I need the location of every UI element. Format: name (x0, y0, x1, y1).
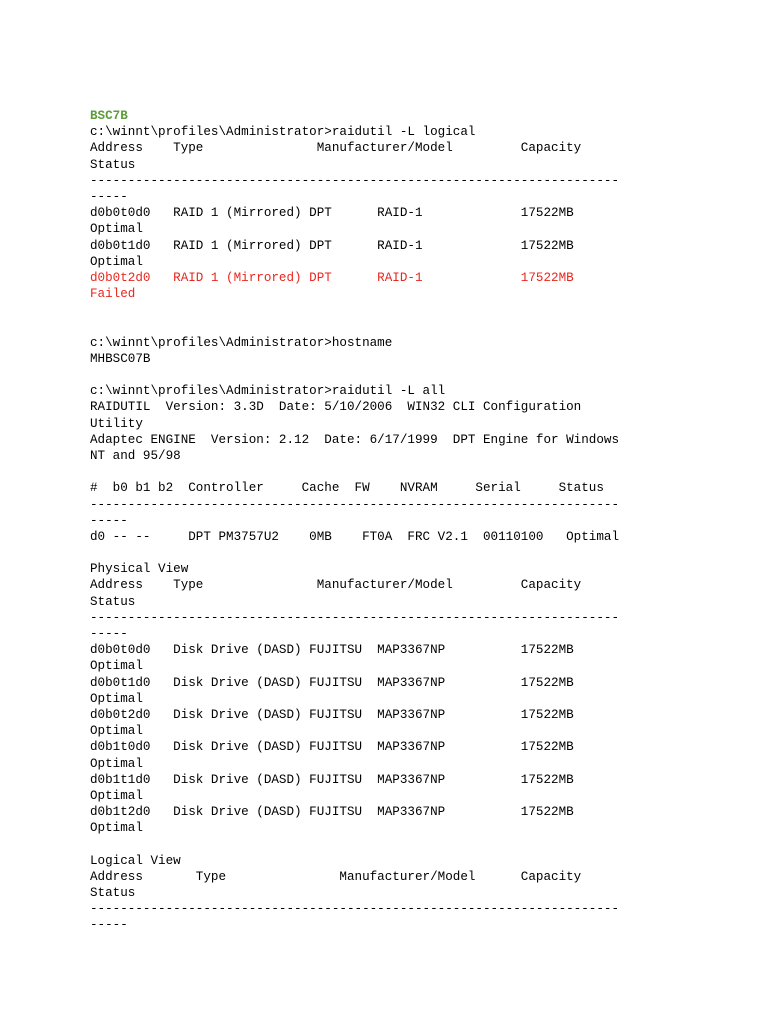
blank-line (90, 302, 690, 318)
text-line: c:\winnt\profiles\Administrator>raidutil -L logical (90, 125, 476, 140)
text-line: Utility (90, 416, 143, 431)
failed-row-line: d0b0t2d0 RAID 1 (Mirrored) DPT RAID-1 17522MB (90, 270, 574, 285)
text-line: ----- (90, 627, 128, 641)
text-line: ---------------------------------------------------------------------- (90, 902, 620, 917)
blank-line (90, 545, 690, 561)
text-line: ----- (90, 189, 128, 204)
text-line: Status (90, 886, 136, 900)
text-line: Physical View (90, 562, 189, 577)
text-line: Optimal (90, 821, 143, 836)
text-line: d0 -- -- DPT PM3757U2 0MB FT0A FRC V2.1 00110100 Optimal (90, 529, 620, 544)
text-line: d0b1t2d0 Disk Drive (DASD) FUJITSU MAP3367NP 17522MB (90, 805, 574, 820)
text-line: Optimal (90, 788, 143, 803)
text-line: Address Type Manufacturer/Model Capacity (90, 869, 582, 884)
blank-line (90, 367, 690, 383)
text-line: d0b0t0d0 Disk Drive (DASD) FUJITSU MAP3367NP 17522MB (90, 643, 574, 658)
text-line: Optimal (90, 254, 143, 269)
text-line: Status (90, 594, 136, 609)
text-line: Optimal (90, 222, 143, 237)
blank-line (90, 464, 690, 480)
blank-line (90, 318, 690, 334)
text-line: # b0 b1 b2 Controller Cache FW NVRAM Serial Status (90, 481, 604, 496)
text-line: Optimal (90, 756, 143, 771)
text-line: ----- (90, 918, 128, 933)
terminal-transcript (90, 108, 690, 934)
text-line: NT and 95/98 (90, 448, 181, 463)
text-line: Status (90, 157, 136, 172)
text-line: d0b1t0d0 Disk Drive (DASD) FUJITSU MAP3367NP 17522MB (90, 740, 574, 755)
text-line: Logical View (90, 853, 181, 868)
text-line: Adaptec ENGINE Version: 2.12 Date: 6/17/1999 DPT Engine for Windows (90, 432, 620, 447)
text-line: Optimal (90, 691, 143, 706)
text-line: Optimal (90, 659, 143, 674)
text-line: Address Type Manufacturer/Model Capacity (90, 578, 582, 593)
text-line: Optimal (90, 724, 143, 739)
blank-line (90, 836, 690, 852)
text-line: d0b1t1d0 Disk Drive (DASD) FUJITSU MAP3367NP 17522MB (90, 772, 574, 787)
text-line: d0b0t1d0 Disk Drive (DASD) FUJITSU MAP3367NP 17522MB (90, 675, 574, 690)
text-line: d0b0t1d0 RAID 1 (Mirrored) DPT RAID-1 17522MB (90, 238, 574, 253)
text-line: ----- (90, 513, 128, 528)
text-line: c:\winnt\profiles\Administrator>raidutil -L all (90, 384, 446, 399)
text-line: Address Type Manufacturer/Model Capacity (90, 141, 582, 156)
text-line: d0b0t0d0 RAID 1 (Mirrored) DPT RAID-1 17522MB (90, 206, 574, 221)
text-line: c:\winnt\profiles\Administrator>hostname (90, 335, 393, 350)
section-heading: BSC7B (90, 109, 128, 123)
text-line: d0b0t2d0 Disk Drive (DASD) FUJITSU MAP3367NP 17522MB (90, 707, 574, 722)
text-line: RAIDUTIL Version: 3.3D Date: 5/10/2006 WIN32 CLI Configuration (90, 400, 582, 415)
text-line: ---------------------------------------------------------------------- (90, 497, 620, 512)
text-line: MHBSC07B (90, 351, 151, 366)
failed-row-line: Failed (90, 287, 136, 302)
text-line: ---------------------------------------------------------------------- (90, 173, 620, 188)
text-line: ---------------------------------------------------------------------- (90, 610, 620, 625)
